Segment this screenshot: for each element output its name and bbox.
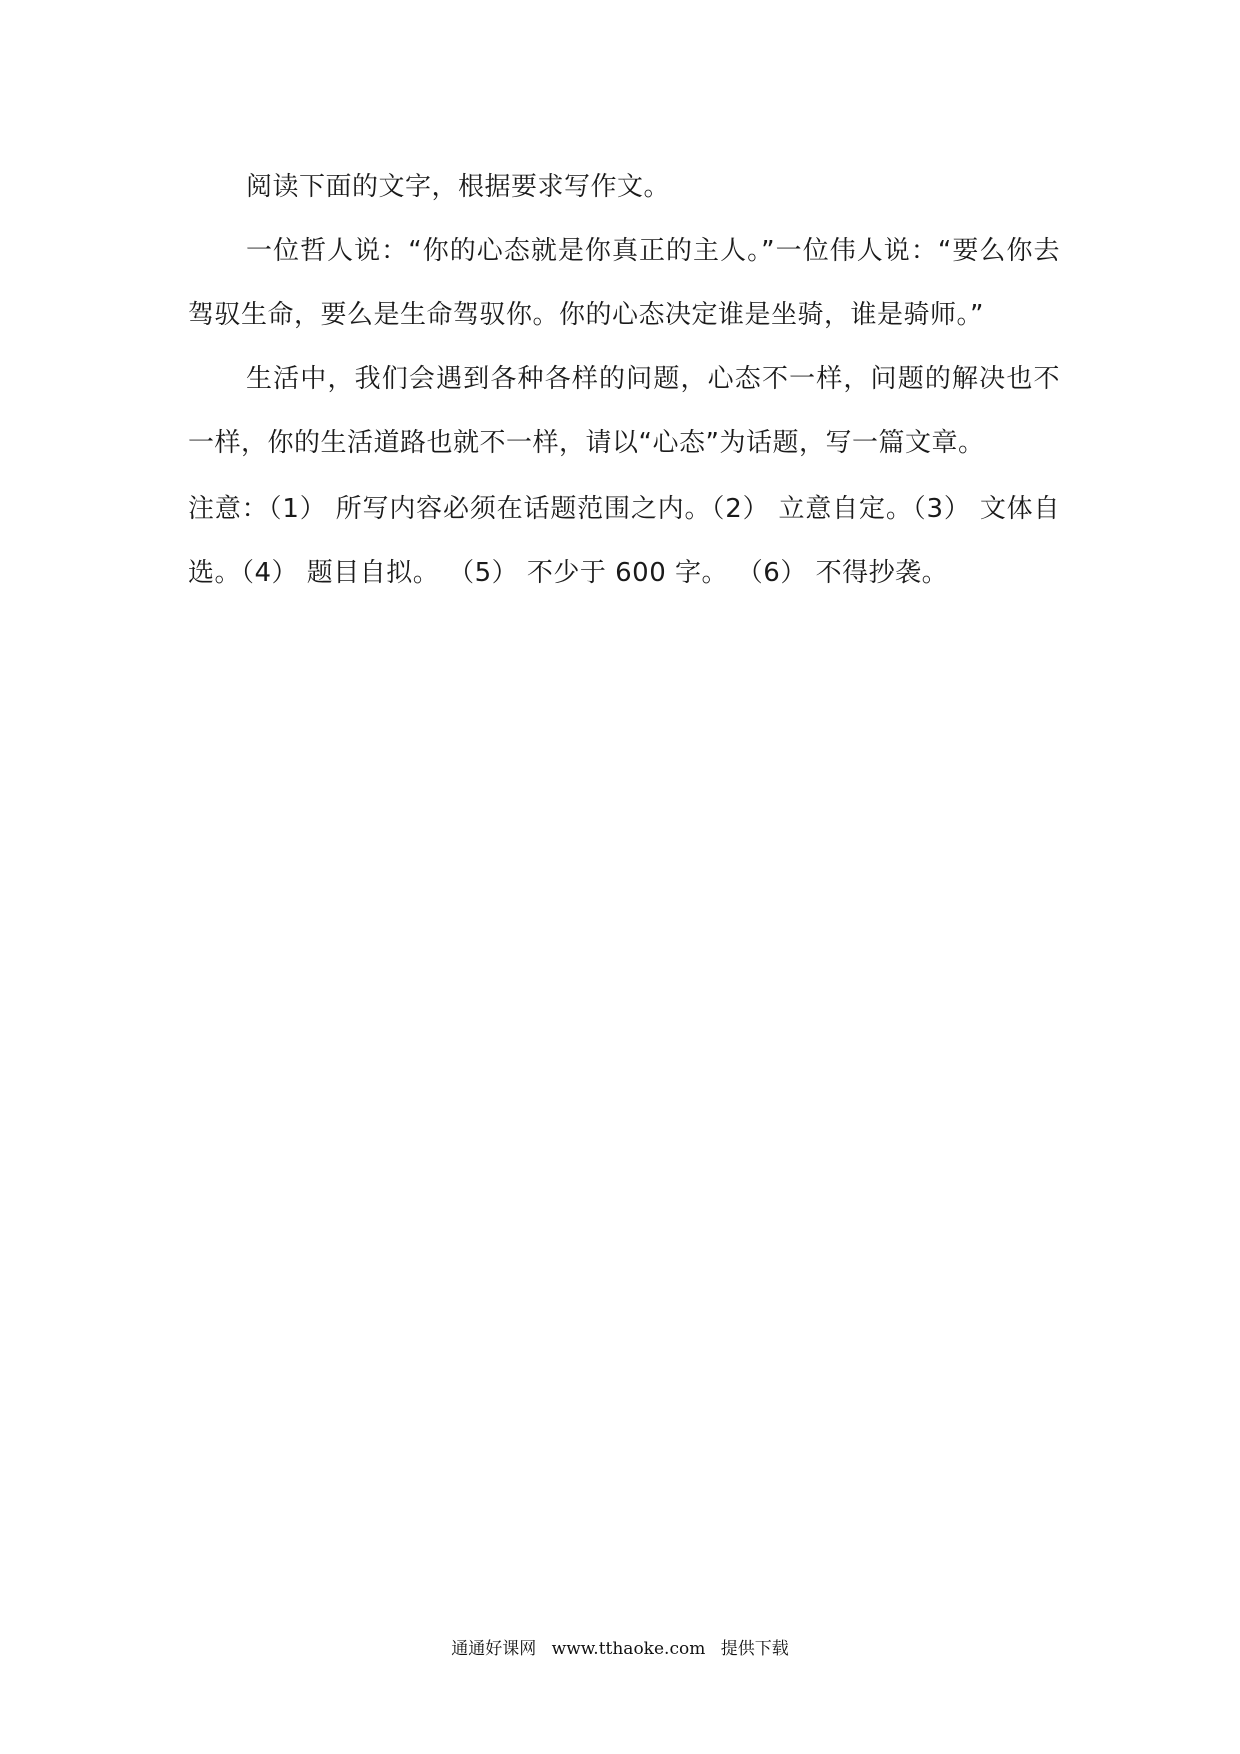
topic-paragraph: 生活中，我们会遇到各种各样的问题，心态不一样，问题的解决也不一样，你的生活道路也就不一样，请以“心态”为话题，写一篇文章。 bbox=[188, 364, 1060, 458]
page-footer bbox=[0, 1634, 1240, 1659]
footer-site-name: 通通好课网 bbox=[451, 1639, 537, 1659]
requirements-note: 注意：（1） 所写内容必须在话题范围之内。（2） 立意自定。（3） 文体自选。（4） 题目自拟。 （5） 不少于 600 字。 （6） 不得抄袭。 bbox=[188, 494, 1060, 588]
footer-suffix: 提供下载 bbox=[720, 1639, 789, 1659]
quote-paragraph: 一位哲人说：“你的心态就是你真正的主人。”一位伟人说：“要么你去驾驭生命，要么是生命驾驭你。你的心态决定谁是坐骑，谁是骑师。” bbox=[188, 236, 1060, 330]
instruction-paragraph: 阅读下面的文字，根据要求写作文。 bbox=[246, 172, 671, 202]
footer-url: www.tthaoke.com bbox=[551, 1639, 706, 1659]
essay-prompt bbox=[188, 155, 1060, 605]
